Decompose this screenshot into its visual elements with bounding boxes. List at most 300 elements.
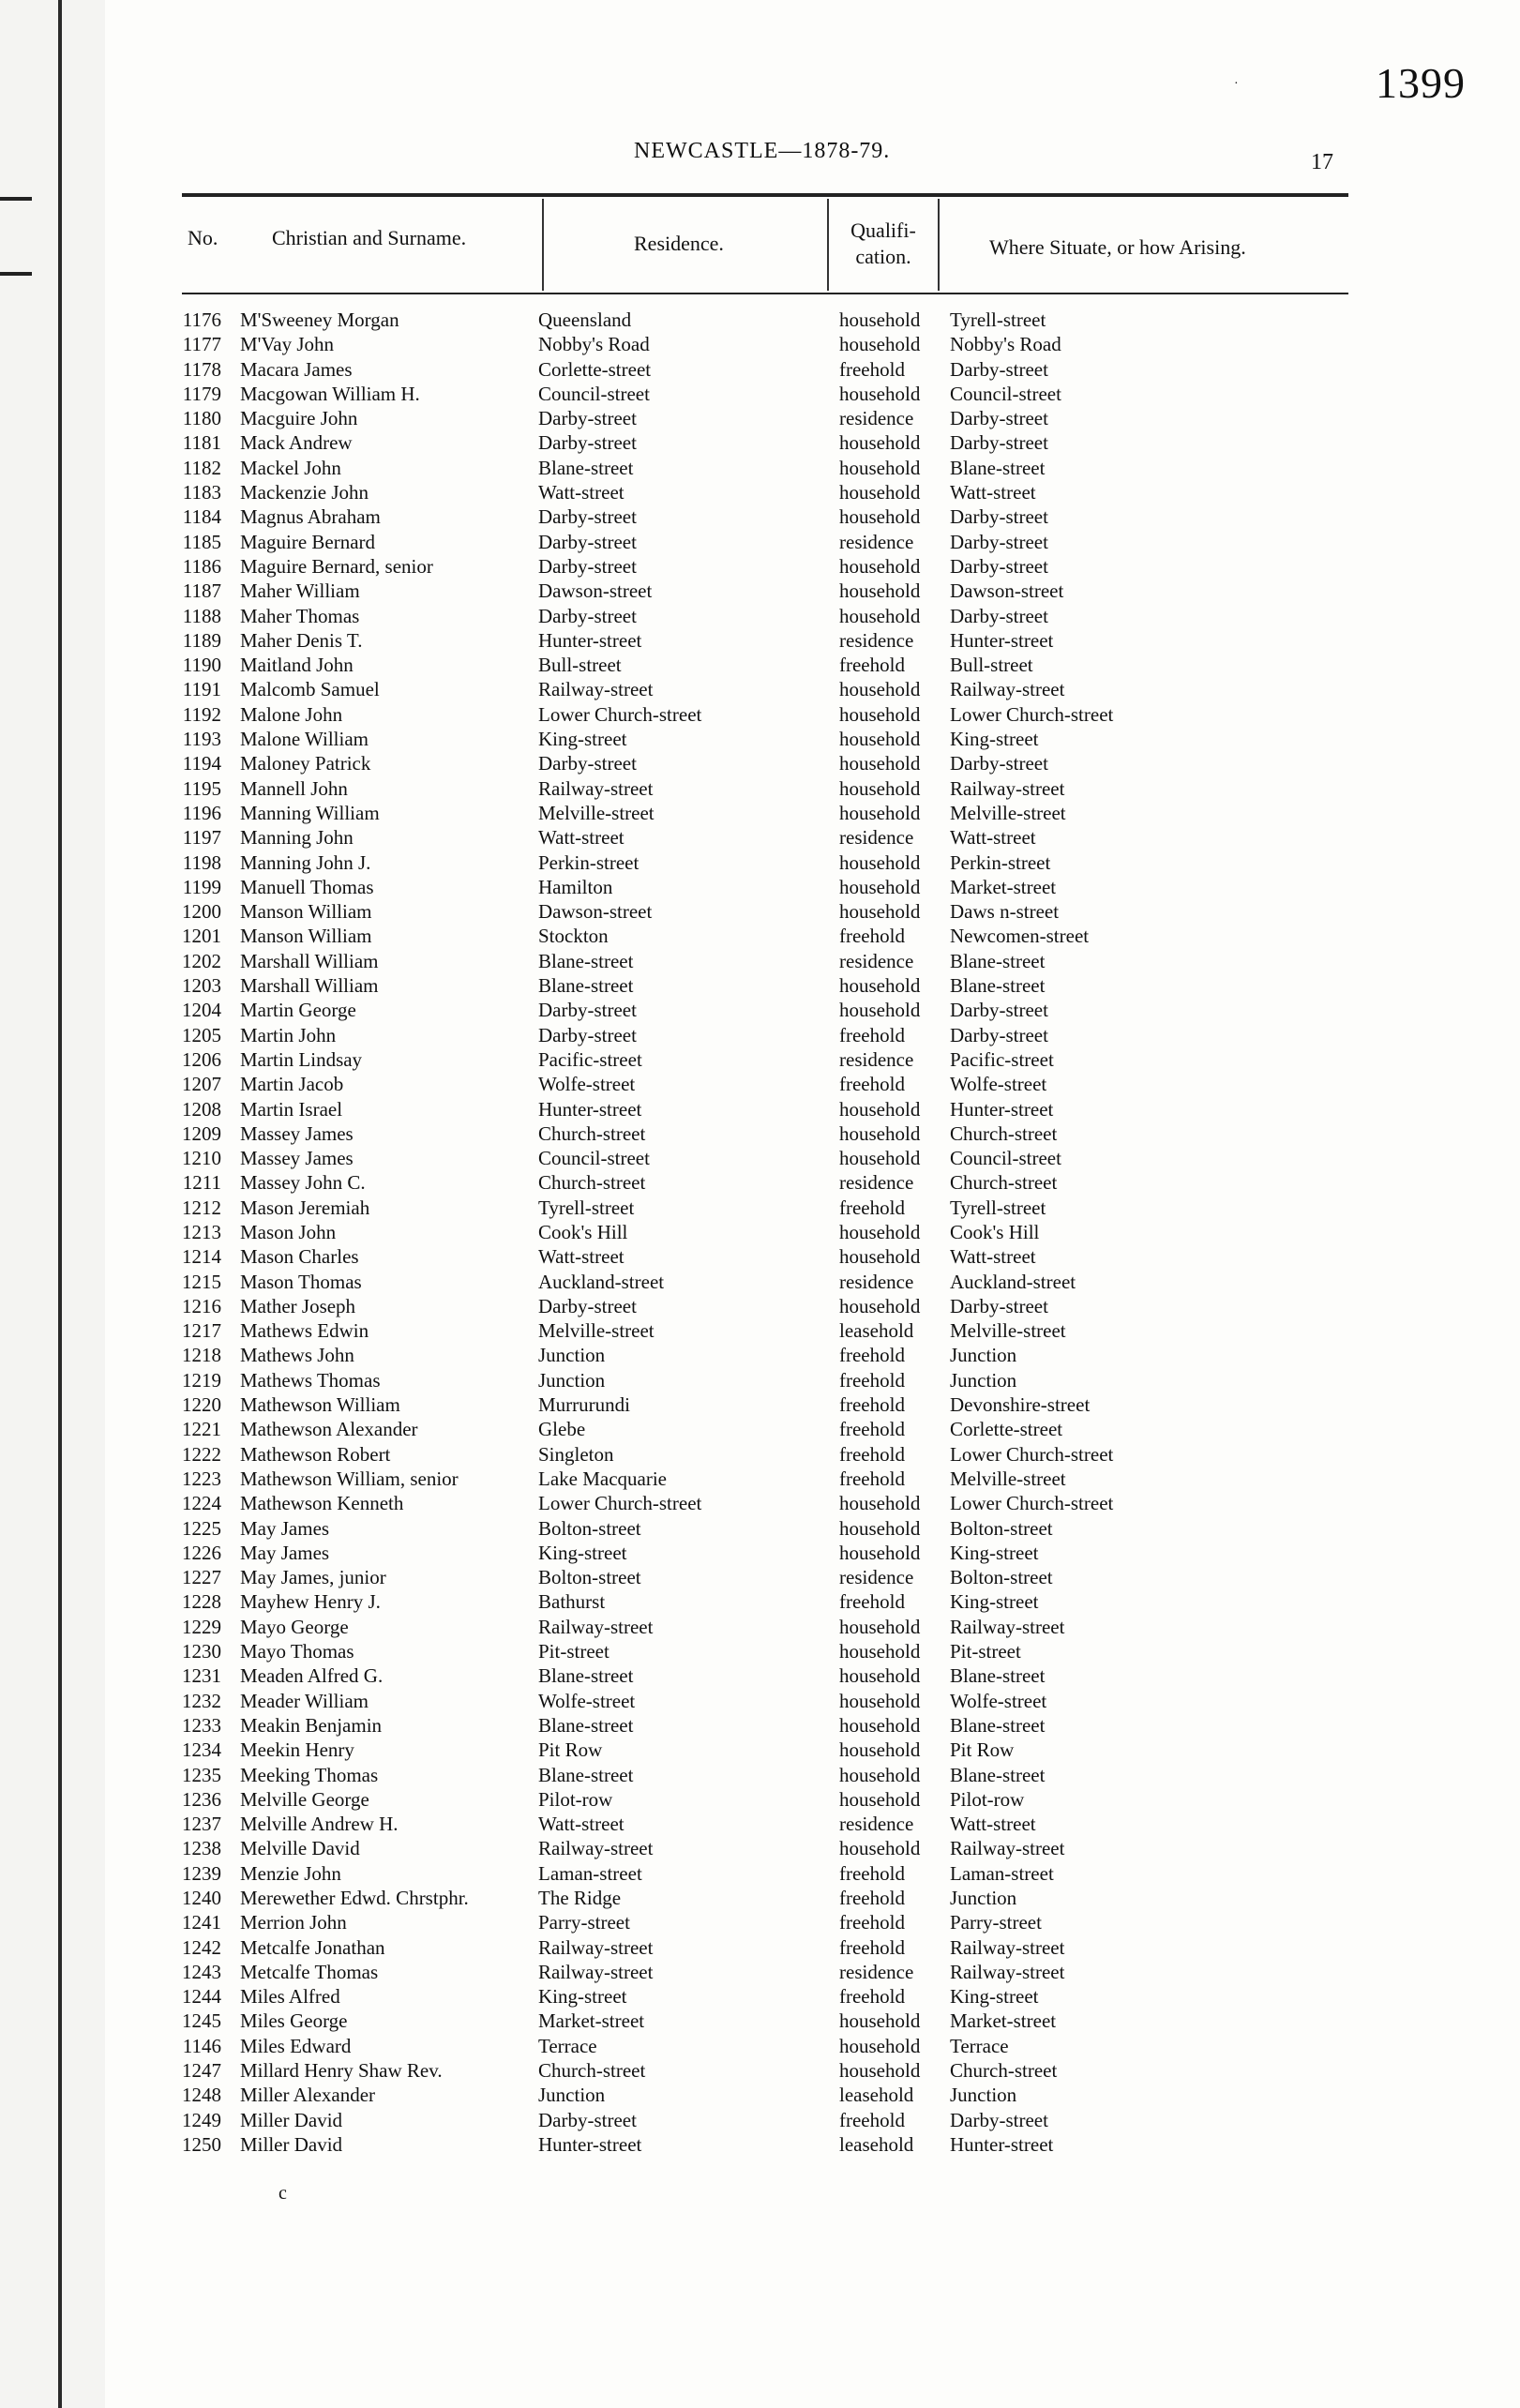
where-situate: Market-street	[950, 875, 1057, 898]
residence: The Ridge	[538, 1887, 622, 1909]
entry-number: 1206	[182, 1047, 221, 1071]
residence: Hunter-street	[538, 628, 642, 652]
where-situate: Melville-street	[950, 801, 1066, 824]
table-row	[158, 727, 1377, 751]
residence: Singleton	[538, 1442, 614, 1466]
entry-number: 1223	[182, 1467, 221, 1490]
entry-number: 1188	[182, 604, 221, 627]
voter-name: Melville Andrew H.	[240, 1813, 399, 1836]
voter-name: Malone John	[240, 702, 343, 726]
residence: Melville-street	[538, 801, 655, 824]
qualification: household	[839, 1837, 921, 1860]
voter-name: Massey John C.	[240, 1171, 366, 1195]
entry-number: 1185	[182, 530, 221, 553]
voter-name: Melville David	[240, 1837, 360, 1860]
entry-number: 1215	[182, 1270, 221, 1293]
table-row	[158, 1170, 1377, 1195]
where-situate: Bull-street	[950, 654, 1033, 677]
qualification: household	[839, 333, 921, 356]
residence: Pacific-street	[538, 1047, 642, 1071]
residence: Parry-street	[538, 1911, 630, 1934]
entry-number: 1181	[182, 431, 221, 455]
entry-number: 1234	[182, 1738, 221, 1762]
table-row	[158, 899, 1377, 924]
residence: Darby-street	[538, 604, 637, 627]
residence: Murrurundi	[538, 1393, 630, 1417]
table-row	[158, 1836, 1377, 1860]
table-row	[158, 1565, 1377, 1589]
entry-number: 1180	[182, 407, 221, 430]
table-row	[158, 973, 1377, 998]
table-row	[158, 1467, 1377, 1491]
qualification: household	[839, 875, 921, 898]
entry-number: 1232	[182, 1689, 221, 1712]
residence: Blane-street	[538, 1763, 634, 1786]
where-situate: Church-street	[950, 1171, 1058, 1195]
table-row	[158, 751, 1377, 775]
residence: Council-street	[538, 382, 650, 405]
qualification: residence	[839, 1566, 914, 1589]
table-row	[158, 1318, 1377, 1343]
where-situate: King-street	[950, 1590, 1039, 1614]
voter-name: Marshall William	[240, 974, 379, 998]
table-row	[158, 1392, 1377, 1417]
qualification: household	[839, 1220, 921, 1243]
voter-name: May James, junior	[240, 1566, 386, 1589]
table-row	[158, 924, 1377, 948]
residence: Lower Church-street	[538, 1492, 702, 1515]
where-situate: Devonshire-street	[950, 1393, 1091, 1417]
where-situate: Wolfe-street	[950, 1073, 1047, 1096]
qualification: leasehold	[839, 2084, 914, 2107]
qualification: household	[839, 1640, 921, 1663]
voter-name: Mather Joseph	[240, 1294, 356, 1317]
residence: Corlette-street	[538, 357, 652, 381]
where-situate: Melville-street	[950, 1319, 1066, 1343]
where-situate: Market-street	[950, 2009, 1057, 2033]
qualification: household	[839, 776, 921, 800]
table-row	[158, 357, 1377, 382]
qualification: residence	[839, 1047, 914, 1071]
qualification: freehold	[839, 1442, 905, 1466]
entry-number: 1248	[182, 2084, 221, 2107]
entry-number: 1220	[182, 1393, 221, 1417]
table-row	[158, 2058, 1377, 2083]
table-row	[158, 2009, 1377, 2033]
residence: Church-street	[538, 1171, 646, 1195]
voter-name: Merrion John	[240, 1911, 347, 1934]
voter-name: Macguire John	[240, 407, 358, 430]
qualification: household	[839, 2009, 921, 2033]
voter-name: Manning William	[240, 801, 380, 824]
table-row	[158, 1812, 1377, 1836]
where-situate: Laman-street	[950, 1861, 1054, 1885]
residence: Watt-street	[538, 1245, 625, 1269]
qualification: household	[839, 1121, 921, 1145]
entry-number: 1208	[182, 1097, 221, 1121]
qualification: leasehold	[839, 1319, 914, 1343]
entry-number: 1214	[182, 1245, 221, 1269]
entry-number: 1226	[182, 1541, 221, 1564]
residence: Queensland	[538, 309, 632, 331]
residence: Lake Macquarie	[538, 1467, 668, 1490]
entry-number: 1194	[182, 752, 221, 775]
residence: Wolfe-street	[538, 1689, 636, 1712]
voter-name: Maguire Bernard	[240, 530, 376, 553]
table-row	[158, 1787, 1377, 1812]
table-row	[158, 949, 1377, 973]
qualification: freehold	[839, 1023, 905, 1046]
table-row	[158, 1516, 1377, 1541]
entry-number: 1207	[182, 1073, 221, 1096]
entry-number: 1192	[182, 702, 221, 726]
entry-number: 1193	[182, 728, 221, 751]
residence: Glebe	[538, 1418, 586, 1441]
qualification: freehold	[839, 1935, 905, 1959]
voter-name: Metcalfe Jonathan	[240, 1935, 385, 1959]
entry-number: 1146	[182, 2034, 221, 2057]
voter-name: Mayo Thomas	[240, 1640, 354, 1663]
residence: Watt-street	[538, 1813, 625, 1836]
residence: Nobby's Road	[538, 333, 650, 356]
qualification: household	[839, 431, 921, 455]
qualification: household	[839, 1147, 921, 1170]
entry-number: 1183	[182, 481, 221, 504]
residence: Blane-street	[538, 1664, 634, 1688]
where-situate: Railway-street	[950, 1837, 1065, 1860]
qualification: freehold	[839, 925, 905, 948]
qualification: household	[839, 1097, 921, 1121]
voter-name: Mathewson William	[240, 1393, 400, 1417]
residence: King-street	[538, 728, 627, 751]
table-row	[158, 1689, 1377, 1713]
qualification: residence	[839, 628, 914, 652]
qualification: freehold	[839, 1418, 905, 1441]
qualification: household	[839, 1516, 921, 1540]
where-situate: Darby-street	[950, 2108, 1048, 2131]
voter-name: Miles George	[240, 2009, 348, 2033]
where-situate: Blane-street	[950, 949, 1046, 972]
residence: Hunter-street	[538, 1097, 642, 1121]
header-bottom-rule	[182, 293, 1348, 294]
table-row	[158, 1861, 1377, 1886]
entry-number: 1196	[182, 801, 221, 824]
where-situate: Darby-street	[950, 999, 1048, 1022]
table-row	[158, 456, 1377, 480]
qualification: household	[839, 1713, 921, 1737]
where-situate: Darby-street	[950, 1294, 1048, 1317]
residence: Blane-street	[538, 974, 634, 998]
header-where: Where Situate, or how Arising.	[989, 235, 1246, 259]
entry-number: 1242	[182, 1935, 221, 1959]
voter-name: Miller David	[240, 2132, 343, 2156]
qualification: residence	[839, 407, 914, 430]
voter-name: Miller Alexander	[240, 2084, 376, 2107]
voter-name: M'Sweeney Morgan	[240, 309, 399, 331]
table-row	[158, 530, 1377, 554]
where-situate: Council-street	[950, 382, 1061, 405]
entry-number: 1250	[182, 2132, 221, 2156]
table-row	[158, 1047, 1377, 1072]
residence: Market-street	[538, 2009, 645, 2033]
voter-name: Mayo George	[240, 1615, 349, 1638]
where-situate: Junction	[950, 1368, 1017, 1392]
entry-number: 1179	[182, 382, 221, 405]
qualification: residence	[839, 1171, 914, 1195]
table-row	[158, 1763, 1377, 1787]
table-row	[158, 1886, 1377, 1910]
where-situate: Blane-street	[950, 456, 1046, 479]
where-situate: Pit-street	[950, 1640, 1021, 1663]
qualification: household	[839, 974, 921, 998]
where-situate: Lower Church-street	[950, 1492, 1114, 1515]
header-top-rule	[182, 193, 1348, 197]
where-situate: Junction	[950, 1344, 1017, 1367]
where-situate: Darby-street	[950, 431, 1048, 455]
entry-number: 1205	[182, 1023, 221, 1046]
qualification: household	[839, 1615, 921, 1638]
table-row	[158, 1639, 1377, 1663]
residence: Darby-street	[538, 530, 637, 553]
where-situate: Railway-street	[950, 1960, 1065, 1983]
qualification: freehold	[839, 1467, 905, 1490]
voter-name: Maher William	[240, 579, 360, 603]
residence: Darby-street	[538, 1294, 637, 1317]
where-situate: Hunter-street	[950, 628, 1054, 652]
entry-number: 1236	[182, 1787, 221, 1811]
entry-number: 1212	[182, 1196, 221, 1219]
column-divider	[542, 199, 544, 291]
where-situate: Railway-street	[950, 776, 1065, 800]
table-row	[158, 653, 1377, 677]
qualification: household	[839, 1245, 921, 1269]
voter-name: Macara James	[240, 357, 353, 381]
residence: Darby-street	[538, 505, 637, 529]
residence: Auckland-street	[538, 1270, 665, 1293]
where-situate: King-street	[950, 728, 1039, 751]
voter-name: Mathewson Robert	[240, 1442, 391, 1466]
voter-name: Miles Edward	[240, 2034, 352, 2057]
residence: King-street	[538, 1985, 627, 2009]
voter-name: Mason Thomas	[240, 1270, 362, 1293]
voter-name: Maguire Bernard, senior	[240, 554, 433, 578]
entry-number: 1177	[182, 333, 221, 356]
entry-number: 1245	[182, 2009, 221, 2033]
voter-name: Magnus Abraham	[240, 505, 381, 529]
qualification: household	[839, 1738, 921, 1762]
table-row	[158, 308, 1377, 332]
qualification: freehold	[839, 1861, 905, 1885]
residence: Darby-street	[538, 431, 637, 455]
where-situate: Darby-street	[950, 530, 1048, 553]
voter-name: Martin Lindsay	[240, 1047, 363, 1071]
table-row	[158, 1713, 1377, 1738]
voter-name: Mathewson William, senior	[240, 1467, 459, 1490]
qualification: household	[839, 702, 921, 726]
entry-number: 1210	[182, 1147, 221, 1170]
header-no: No.	[188, 226, 218, 249]
qualification: freehold	[839, 1073, 905, 1096]
voter-name: Melville George	[240, 1787, 369, 1811]
residence: Melville-street	[538, 1319, 655, 1343]
where-situate: Blane-street	[950, 1763, 1046, 1786]
where-situate: Darby-street	[950, 357, 1048, 381]
qualification: residence	[839, 1813, 914, 1836]
where-situate: Darby-street	[950, 1023, 1048, 1046]
voter-name: Miller David	[240, 2108, 343, 2131]
voter-name: Metcalfe Thomas	[240, 1960, 379, 1983]
qualification: household	[839, 2059, 921, 2083]
voter-name: May James	[240, 1516, 330, 1540]
table-row	[158, 579, 1377, 603]
residence: Pit-street	[538, 1640, 610, 1663]
voter-name: Manson William	[240, 925, 372, 948]
residence: Council-street	[538, 1147, 650, 1170]
header-residence: Residence.	[634, 232, 724, 255]
voter-name: Mathews John	[240, 1344, 354, 1367]
where-situate: Lower Church-street	[950, 702, 1114, 726]
qualification: household	[839, 382, 921, 405]
page-number: 17	[1311, 150, 1333, 174]
where-situate: Church-street	[950, 2059, 1058, 2083]
voter-name: Manuell Thomas	[240, 875, 374, 898]
header-qualification: Qualifi- cation.	[850, 218, 916, 268]
table-row	[158, 1541, 1377, 1565]
table-row	[158, 504, 1377, 529]
entry-number: 1213	[182, 1220, 221, 1243]
residence: Watt-street	[538, 481, 625, 504]
residence: Railway-street	[538, 1960, 654, 1983]
residence: Bathurst	[538, 1590, 606, 1614]
where-situate: Newcomen-street	[950, 925, 1090, 948]
table-row	[158, 1663, 1377, 1688]
table-row	[158, 1270, 1377, 1294]
entry-number: 1197	[182, 826, 221, 850]
residence: King-street	[538, 1541, 627, 1564]
qualification: residence	[839, 1270, 914, 1293]
entry-number: 1222	[182, 1442, 221, 1466]
voter-name: Mayhew Henry J.	[240, 1590, 381, 1614]
table-row	[158, 1023, 1377, 1047]
entry-number: 1201	[182, 925, 221, 948]
entry-number: 1244	[182, 1985, 221, 2009]
qualification: household	[839, 1541, 921, 1564]
page-title: NEWCASTLE—1878-79.	[634, 139, 891, 163]
entry-number: 1216	[182, 1294, 221, 1317]
table-row	[158, 998, 1377, 1022]
table-row	[158, 1738, 1377, 1762]
where-situate: Darby-street	[950, 505, 1048, 529]
residence: Bolton-street	[538, 1566, 641, 1589]
voter-name: Massey James	[240, 1121, 354, 1145]
binding-edge	[58, 0, 62, 2408]
table-row	[158, 1294, 1377, 1318]
table-row	[158, 604, 1377, 628]
entry-number: 1187	[182, 579, 221, 603]
qualification: freehold	[839, 357, 905, 381]
entry-number: 1238	[182, 1837, 221, 1860]
qualification: freehold	[839, 1196, 905, 1219]
voter-name: Martin Israel	[240, 1097, 343, 1121]
table-row	[158, 801, 1377, 825]
voter-name: Mason John	[240, 1220, 337, 1243]
table-row	[158, 332, 1377, 356]
voter-name: Mathewson Kenneth	[240, 1492, 404, 1515]
qualification: household	[839, 505, 921, 529]
entry-number: 1241	[182, 1911, 221, 1934]
table-row	[158, 850, 1377, 875]
entry-number: 1190	[182, 654, 221, 677]
entry-number: 1239	[182, 1861, 221, 1885]
voter-name: Mackel John	[240, 456, 341, 479]
residence: Watt-street	[538, 826, 625, 850]
where-situate: Wolfe-street	[950, 1689, 1047, 1712]
where-situate: Melville-street	[950, 1467, 1066, 1490]
qualification: household	[839, 801, 921, 824]
voter-name: Martin Jacob	[240, 1073, 344, 1096]
qualification: freehold	[839, 1590, 905, 1614]
where-situate: King-street	[950, 1985, 1039, 2009]
table-row	[158, 1417, 1377, 1441]
residence: Darby-street	[538, 407, 637, 430]
entry-number: 1219	[182, 1368, 221, 1392]
entry-number: 1209	[182, 1121, 221, 1145]
table-row	[158, 480, 1377, 504]
entry-number: 1189	[182, 628, 221, 652]
qualification: household	[839, 1492, 921, 1515]
voter-name: Meeking Thomas	[240, 1763, 379, 1786]
where-situate: Watt-street	[950, 1245, 1036, 1269]
entry-number: 1221	[182, 1418, 221, 1441]
entry-number: 1225	[182, 1516, 221, 1540]
qualification: household	[839, 678, 921, 701]
residence: Blane-street	[538, 949, 634, 972]
voter-name: Miles Alfred	[240, 1985, 340, 2009]
entry-number: 1235	[182, 1763, 221, 1786]
qualification: household	[839, 309, 921, 331]
table-row	[158, 1343, 1377, 1367]
entry-number: 1204	[182, 999, 221, 1022]
qualification: freehold	[839, 1393, 905, 1417]
residence: Pit Row	[538, 1738, 603, 1762]
voter-name: Meader William	[240, 1689, 369, 1712]
residence: Cook's Hill	[538, 1220, 628, 1243]
entry-number: 1200	[182, 900, 221, 924]
residence: Dawson-street	[538, 900, 653, 924]
entry-number: 1176	[182, 309, 221, 331]
entry-number: 1182	[182, 456, 221, 479]
entry-number: 1224	[182, 1492, 221, 1515]
entry-number: 1231	[182, 1664, 221, 1688]
residence: Railway-street	[538, 1935, 654, 1959]
residence: Blane-street	[538, 456, 634, 479]
table-row	[158, 554, 1377, 579]
table-row	[158, 702, 1377, 727]
residence: Pilot-row	[538, 1787, 613, 1811]
voter-name: Manning John	[240, 826, 354, 850]
table-row	[158, 1220, 1377, 1244]
qualification: household	[839, 850, 921, 874]
entry-number: 1230	[182, 1640, 221, 1663]
voter-name: Maher Denis T.	[240, 628, 363, 652]
where-situate: Pilot-row	[950, 1787, 1025, 1811]
where-situate: Bolton-street	[950, 1566, 1053, 1589]
entry-number: 1218	[182, 1344, 221, 1367]
where-situate: Railway-street	[950, 678, 1065, 701]
entry-number: 1237	[182, 1813, 221, 1836]
qualification: household	[839, 752, 921, 775]
qualification: leasehold	[839, 2132, 914, 2156]
